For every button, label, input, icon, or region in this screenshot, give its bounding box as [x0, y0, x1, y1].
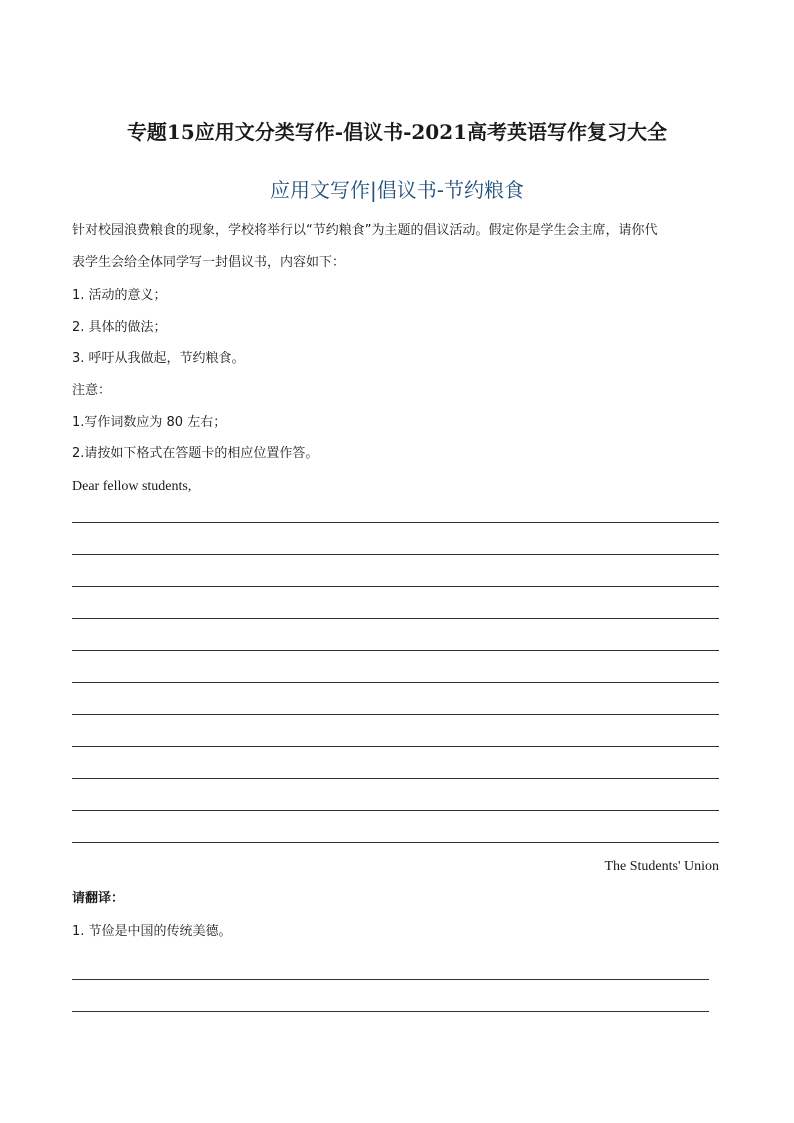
translation-answer-line[interactable] [72, 979, 709, 980]
signature: The Students' Union [604, 859, 719, 874]
salutation: Dear fellow students, [72, 479, 192, 494]
answer-line[interactable] [72, 746, 719, 747]
content-point: 1. 活动的意义； [72, 288, 167, 303]
content-point: 2. 具体的做法； [72, 320, 167, 335]
prompt-line: 针对校园浪费粮食的现象，学校将举行以“节约粮食”为主题的倡议活动。假定你是学生会主席，请你代 [72, 223, 658, 238]
note-item: 2.请按如下格式在答题卡的相应位置作答。 [72, 446, 319, 461]
answer-line[interactable] [72, 618, 719, 619]
answer-line[interactable] [72, 778, 719, 779]
translation-heading: 请翻译： [72, 891, 125, 906]
prompt-line: 表学生会给全体同学写一封倡议书，内容如下： [72, 255, 346, 270]
section-title: 应用文写作|倡议书-节约粮食 [270, 178, 524, 202]
page-title: 专题15应用文分类写作-倡议书-2021高考英语写作复习大全 [126, 120, 668, 144]
note-item: 1.写作词数应为 80 左右； [72, 415, 227, 430]
answer-line[interactable] [72, 842, 719, 843]
translation-item: 1. 节俭是中国的传统美德。 [72, 924, 232, 939]
answer-line[interactable] [72, 682, 719, 683]
answer-line[interactable] [72, 810, 719, 811]
answer-line[interactable] [72, 522, 719, 523]
answer-line[interactable] [72, 714, 719, 715]
content-point: 3. 呼吁从我做起，节约粮食。 [72, 351, 245, 366]
answer-line[interactable] [72, 586, 719, 587]
answer-line[interactable] [72, 650, 719, 651]
translation-answer-line[interactable] [72, 1011, 709, 1012]
notes-heading: 注意： [72, 383, 112, 398]
answer-line[interactable] [72, 554, 719, 555]
